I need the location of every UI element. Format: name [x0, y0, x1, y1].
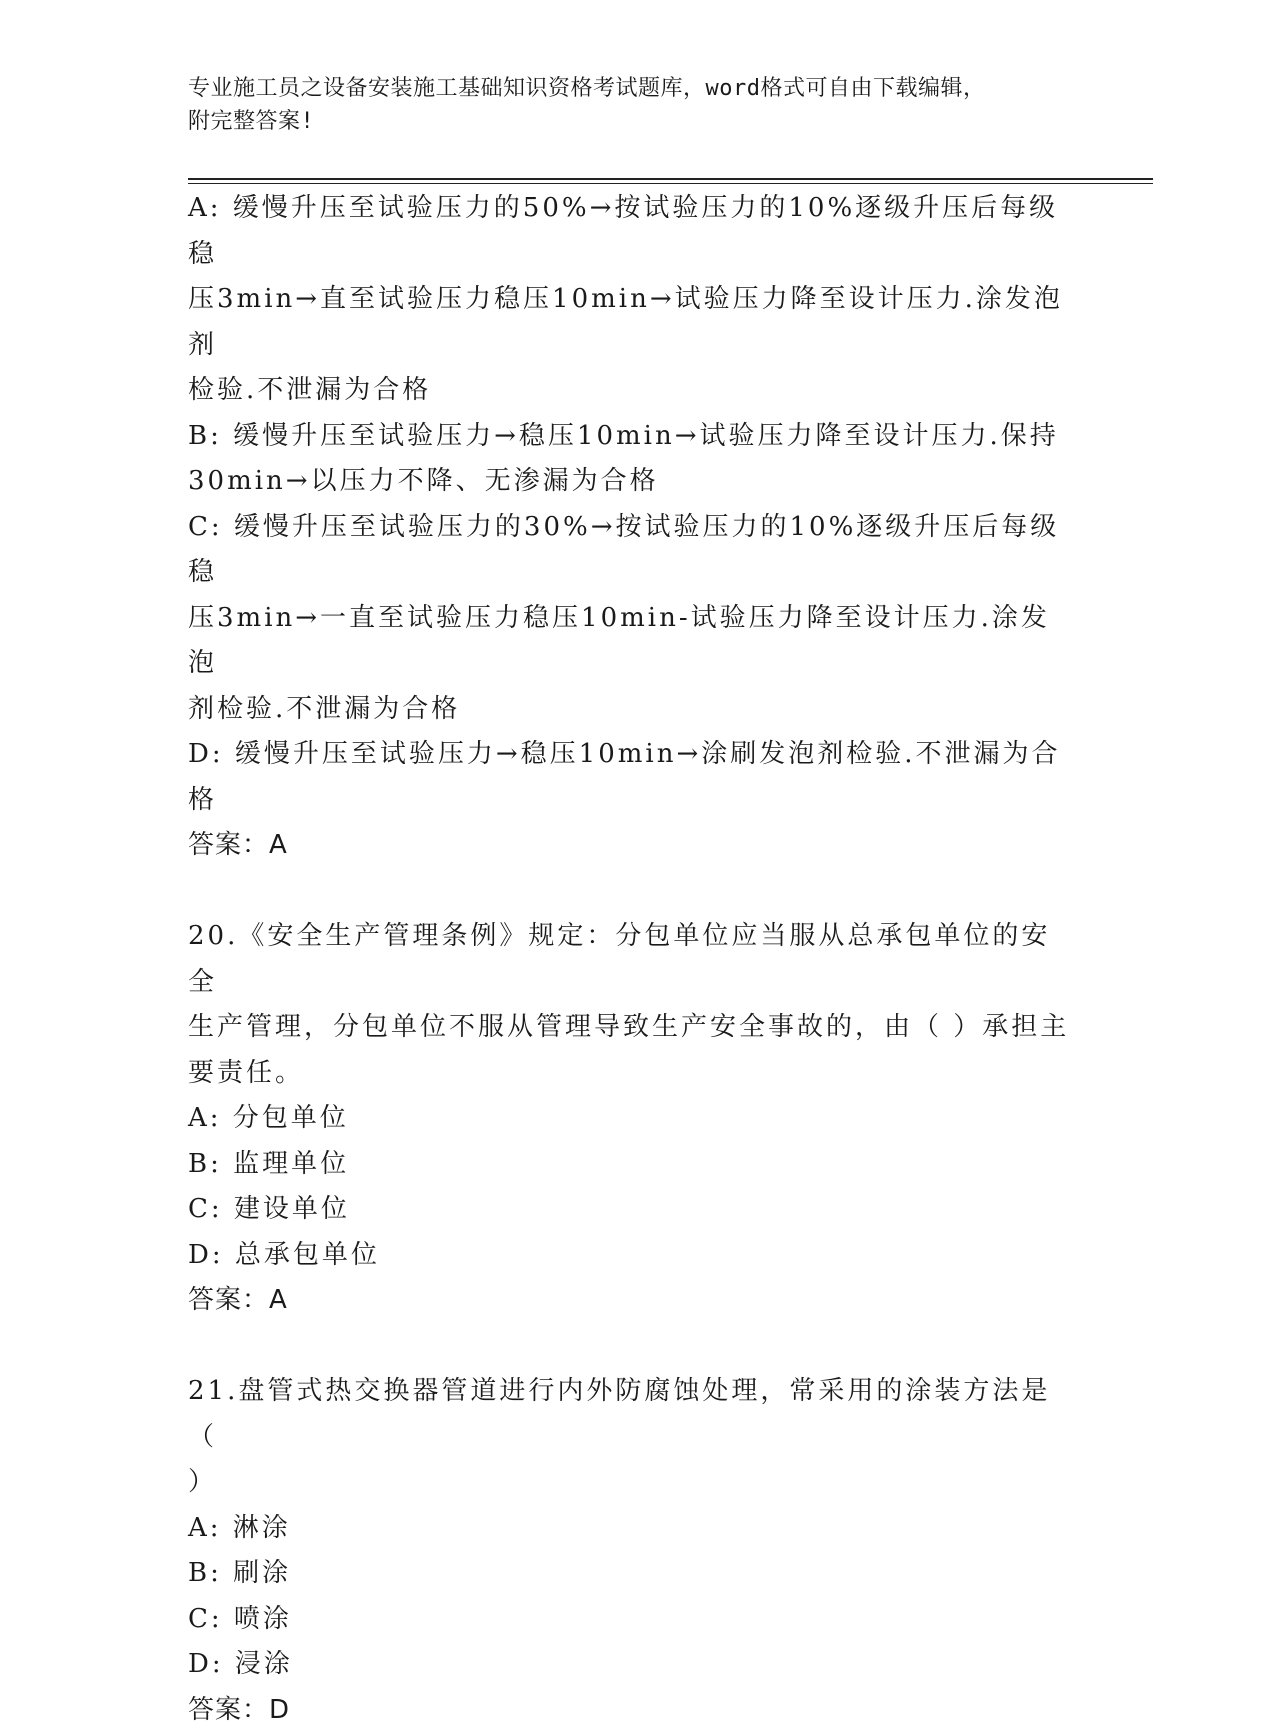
option-d-line-1: D: 缓慢升压至试验压力→稳压10min→涂刷发泡剂检验.不泄漏为合格	[188, 732, 1078, 823]
document-body	[188, 186, 1078, 1733]
document-header	[188, 72, 1068, 138]
option-c-line-2: 压3min→一直至试验压力稳压10min-试验压力降至设计压力.涂发泡	[188, 596, 1078, 687]
question-19-options	[188, 186, 1078, 869]
question-21-option-c: C: 喷涂	[188, 1597, 1078, 1643]
question-20-option-b: B: 监理单位	[188, 1142, 1078, 1188]
question-20-option-a: A: 分包单位	[188, 1096, 1078, 1142]
answer-20: 答案：A	[188, 1278, 1078, 1324]
header-divider-thin	[188, 183, 1153, 184]
header-divider-thick	[188, 178, 1153, 180]
question-21	[188, 1369, 1078, 1733]
question-21-option-d: D: 浸涂	[188, 1642, 1078, 1688]
question-20-option-d: D: 总承包单位	[188, 1233, 1078, 1279]
question-gap	[188, 1324, 1078, 1370]
question-gap	[188, 869, 1078, 915]
question-21-stem-line-1: 21.盘管式热交换器管道进行内外防腐蚀处理，常采用的涂装方法是（	[188, 1369, 1078, 1460]
question-21-option-b: B: 刷涂	[188, 1551, 1078, 1597]
question-21-stem-line-2: ）	[188, 1460, 1078, 1506]
option-a-line-1: A: 缓慢升压至试验压力的50%→按试验压力的10%逐级升压后每级稳	[188, 186, 1078, 277]
option-a-line-3: 检验.不泄漏为合格	[188, 368, 1078, 414]
question-20-option-c: C: 建设单位	[188, 1187, 1078, 1233]
option-c-line-3: 剂检验.不泄漏为合格	[188, 687, 1078, 733]
option-c-line-1: C: 缓慢升压至试验压力的30%→按试验压力的10%逐级升压后每级稳	[188, 505, 1078, 596]
question-21-option-a: A: 淋涂	[188, 1506, 1078, 1552]
answer-21: 答案：D	[188, 1688, 1078, 1733]
answer-19: 答案：A	[188, 823, 1078, 869]
question-20-stem-line-2: 生产管理，分包单位不服从管理导致生产安全事故的，由（ ）承担主	[188, 1005, 1078, 1051]
header-line-2: 附完整答案!	[188, 105, 1068, 138]
question-20-stem-line-3: 要责任。	[188, 1051, 1078, 1097]
option-a-line-2: 压3min→直至试验压力稳压10min→试验压力降至设计压力.涂发泡剂	[188, 277, 1078, 368]
question-20-stem-line-1: 20.《安全生产管理条例》规定：分包单位应当服从总承包单位的安全	[188, 914, 1078, 1005]
option-b-line-1: B: 缓慢升压至试验压力→稳压10min→试验压力降至设计压力.保持	[188, 414, 1078, 460]
question-20	[188, 914, 1078, 1324]
option-b-line-2: 30min→以压力不降、无渗漏为合格	[188, 459, 1078, 505]
header-line-1: 专业施工员之设备安装施工基础知识资格考试题库，word格式可自由下载编辑，	[188, 72, 1068, 105]
